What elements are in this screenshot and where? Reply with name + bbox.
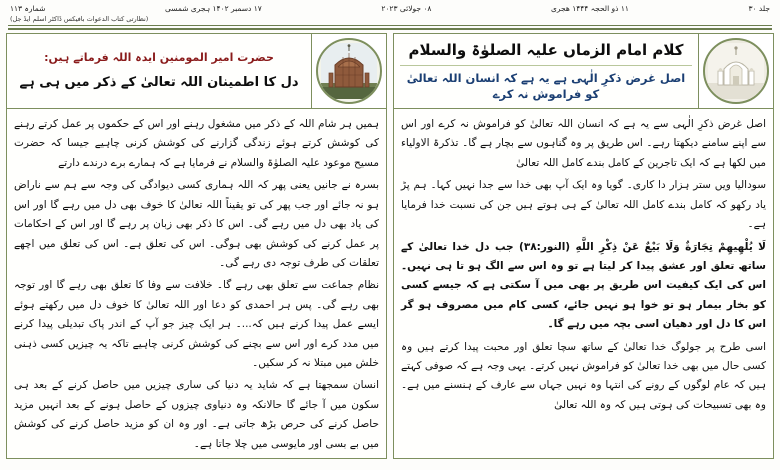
columns-container xyxy=(6,33,774,459)
masthead-hijri-date: ۱۱ ذو الحجہ ۱۴۴۴ ھجری xyxy=(551,4,629,13)
masthead-divider xyxy=(8,25,772,30)
article-left-body xyxy=(7,109,386,459)
masthead-urdu-date: ۱۷ دسمبر ۱۴۰۲ ہجری شمسی xyxy=(164,4,262,13)
article-right xyxy=(393,33,774,459)
mosque-dome-icon xyxy=(698,34,773,108)
paragraph: اصل غرض ذکرِ الٰہی سے یہ ہے کہ انسان اللہ تعالیٰ کو فراموش نہ کرے اور اس سے اپنے سامنے دیکھتا رہے۔ اس طریق پر وہ گناہوں سے بچار ہے گا۔ تذکرۃ الاولیاء میں لکھا ہے کہ ایک تاجرین کے کامل بندے کامل اللہ تعالیٰ xyxy=(401,118,766,169)
paragraph: اسی طرح پر جولوگ خدا تعالیٰ کے ساتھ سچا تعلق اور محبت پیدا کرتے ہیں وہ کسی حال میں بھی خدا تعالیٰ کو فراموش نہیں کرتے۔ یہی وجہ ہے کہ صوفی کہتے ہیں کہ عام لوگوں کے رونے کی انتہا وہ نہیں جہاں سے عارف کے ہنسنے میں ہے۔ وہ بھی تسبیحات کی ہوتی ہیں کہ وہ اللہ تعالیٰ xyxy=(401,340,766,411)
paragraph-quran-quote: لَا يُلْهِيهِمْ تِجَارَةٌ وَلَا بَيْعٌ عَنْ ذِكْرِ اللَّهِ (النور:۳۸) جب دل خدا تعالیٰ کے ساتھ تعلق اور عشق پیدا کر لیتا ہے تو وہ اس سے الگ ہو تا ہی نہیں۔ اس کی ایک کیفیت اس طریق پر بھی میں آ سکتی ہے کہ جیسے کسی کو بخار بیمار ہو تو خوا ہو نہیں جائے، کسی کام میں مصروف ہو گر اس کا دل اور دھیان اسی بچہ میں رہے گا۔ xyxy=(401,240,766,331)
article-left-headline: دل کا اطمینان اللہ تعالیٰ کے ذکر میں ہی ہے xyxy=(19,74,299,90)
article-right-body xyxy=(394,109,773,459)
article-right-title: کلام امام الزماں علیہ الصلوٰۃ والسلام xyxy=(408,40,684,59)
paragraph: بسرہ نے جانیں یعنی پھر کہ اللہ ہماری کسی دیوادگی کی وجہ سے ہم سے ناراض ہو نہ جائے اور جب پھر کی تو یقیناً اللہ تعالیٰ کا خوف بھی دل میں رہے گا اور اس کی یاد بھی دل میں رہے گی۔ اس کا ذکر بھی زبان پر رہے گا اور اس کے احکامات پر عمل کرنے کی کوشش بھی ہوگی۔ اس کی تعلق ہے۔ اس کی تعلق میں اچھے تعلقات کی طرف توجہ دی رہے گی۔ xyxy=(14,179,379,269)
article-right-header xyxy=(394,34,773,109)
article-right-titles xyxy=(394,34,698,108)
article-left-kicker: حضرت امیر المومنین ایدہ اللہ فرماتے ہیں: xyxy=(44,51,274,65)
paragraph: ہمیں ہر شام اللہ کے ذکر میں مشغول رہنے اور اس کے حکموں پر عمل کرتے رہنے کی کوشش کرتے ہوئے زندگی گزارنے کی کوشش کرنی چاہیے جیسا کہ حضرت مسیح موعود علیہ الصلوٰۃ والسلام نے فرمایا ہے کہ ہمارے برے درندے دارتے xyxy=(14,118,379,169)
article-right-subtitle: اصل غرض ذکرِ الٰہی ہے یہ ہے کہ انسان اللہ تعالیٰ کو فراموش نہ کرے xyxy=(400,65,692,102)
paragraph: انسان سمجھتا ہے کہ شاید یہ دنیا کی ساری چیزیں میں حاصل کرنے کے بعد ہی سکون میں آ جائے گا حالانکہ وہ دنیاوی چیزوں کے حاصل ہونے کے بعد انہیں مزید حاصل کرنے کی حرص بڑھ جاتی ہے۔ اور وہ ان کو مزید حاصل کرنے کی کوشش میں بے بسی اور مایوسی میں چلا جاتا ہے۔ xyxy=(14,379,379,450)
masthead-issue: شمارہ ۱۱۳ xyxy=(10,4,46,13)
paragraph: سودالیا ویں ستر ہزار دا کاری۔ گویا وہ ایک آپ بھی خدا سے جدا نہیں کہا۔ ہم پڑ یاد رکھو کہ کامل بندے کامل اللہ تعالیٰ کے ہی ہوتے ہیں جن کی نسبت خدا فرمایا ہے۔ xyxy=(401,179,766,231)
masthead xyxy=(6,4,774,15)
article-left-titles xyxy=(7,34,311,108)
paragraph: نظام جماعت سے تعلق بھی رہے گا۔ خلافت سے وفا کا تعلق بھی رہے گا اور توجہ بھی رہے گی۔ پس ہر احمدی کو دعا اور اللہ تعالیٰ کا خوف دل میں رکھتے ہوئے ایسے عمل پیدا کرنے ہیں کہ...۔ ہر ایک چیز جو آپ کے اندر پاک تبدیلی پیدا کرنے میں مدد کرے اور اس سے بچنے کی کوشش کرنی چاہیے تاکہ یہ چیزیں کسی ذہنی خلش میں مبتلا نہ کر سکیں۔ xyxy=(14,279,379,370)
masthead-volume: جلد ۳۰ xyxy=(748,4,770,13)
minaret-dome-icon xyxy=(311,34,386,108)
masthead-left-note: (نظارتی کتاب الدعوات بافیکس ڈاکٹر اسلم ایڈ جل) xyxy=(10,15,149,23)
article-left-header xyxy=(7,34,386,109)
masthead-gregorian-date: ۰۸ جولائی ۲۰۲۳ xyxy=(381,4,432,13)
article-left xyxy=(6,33,387,459)
